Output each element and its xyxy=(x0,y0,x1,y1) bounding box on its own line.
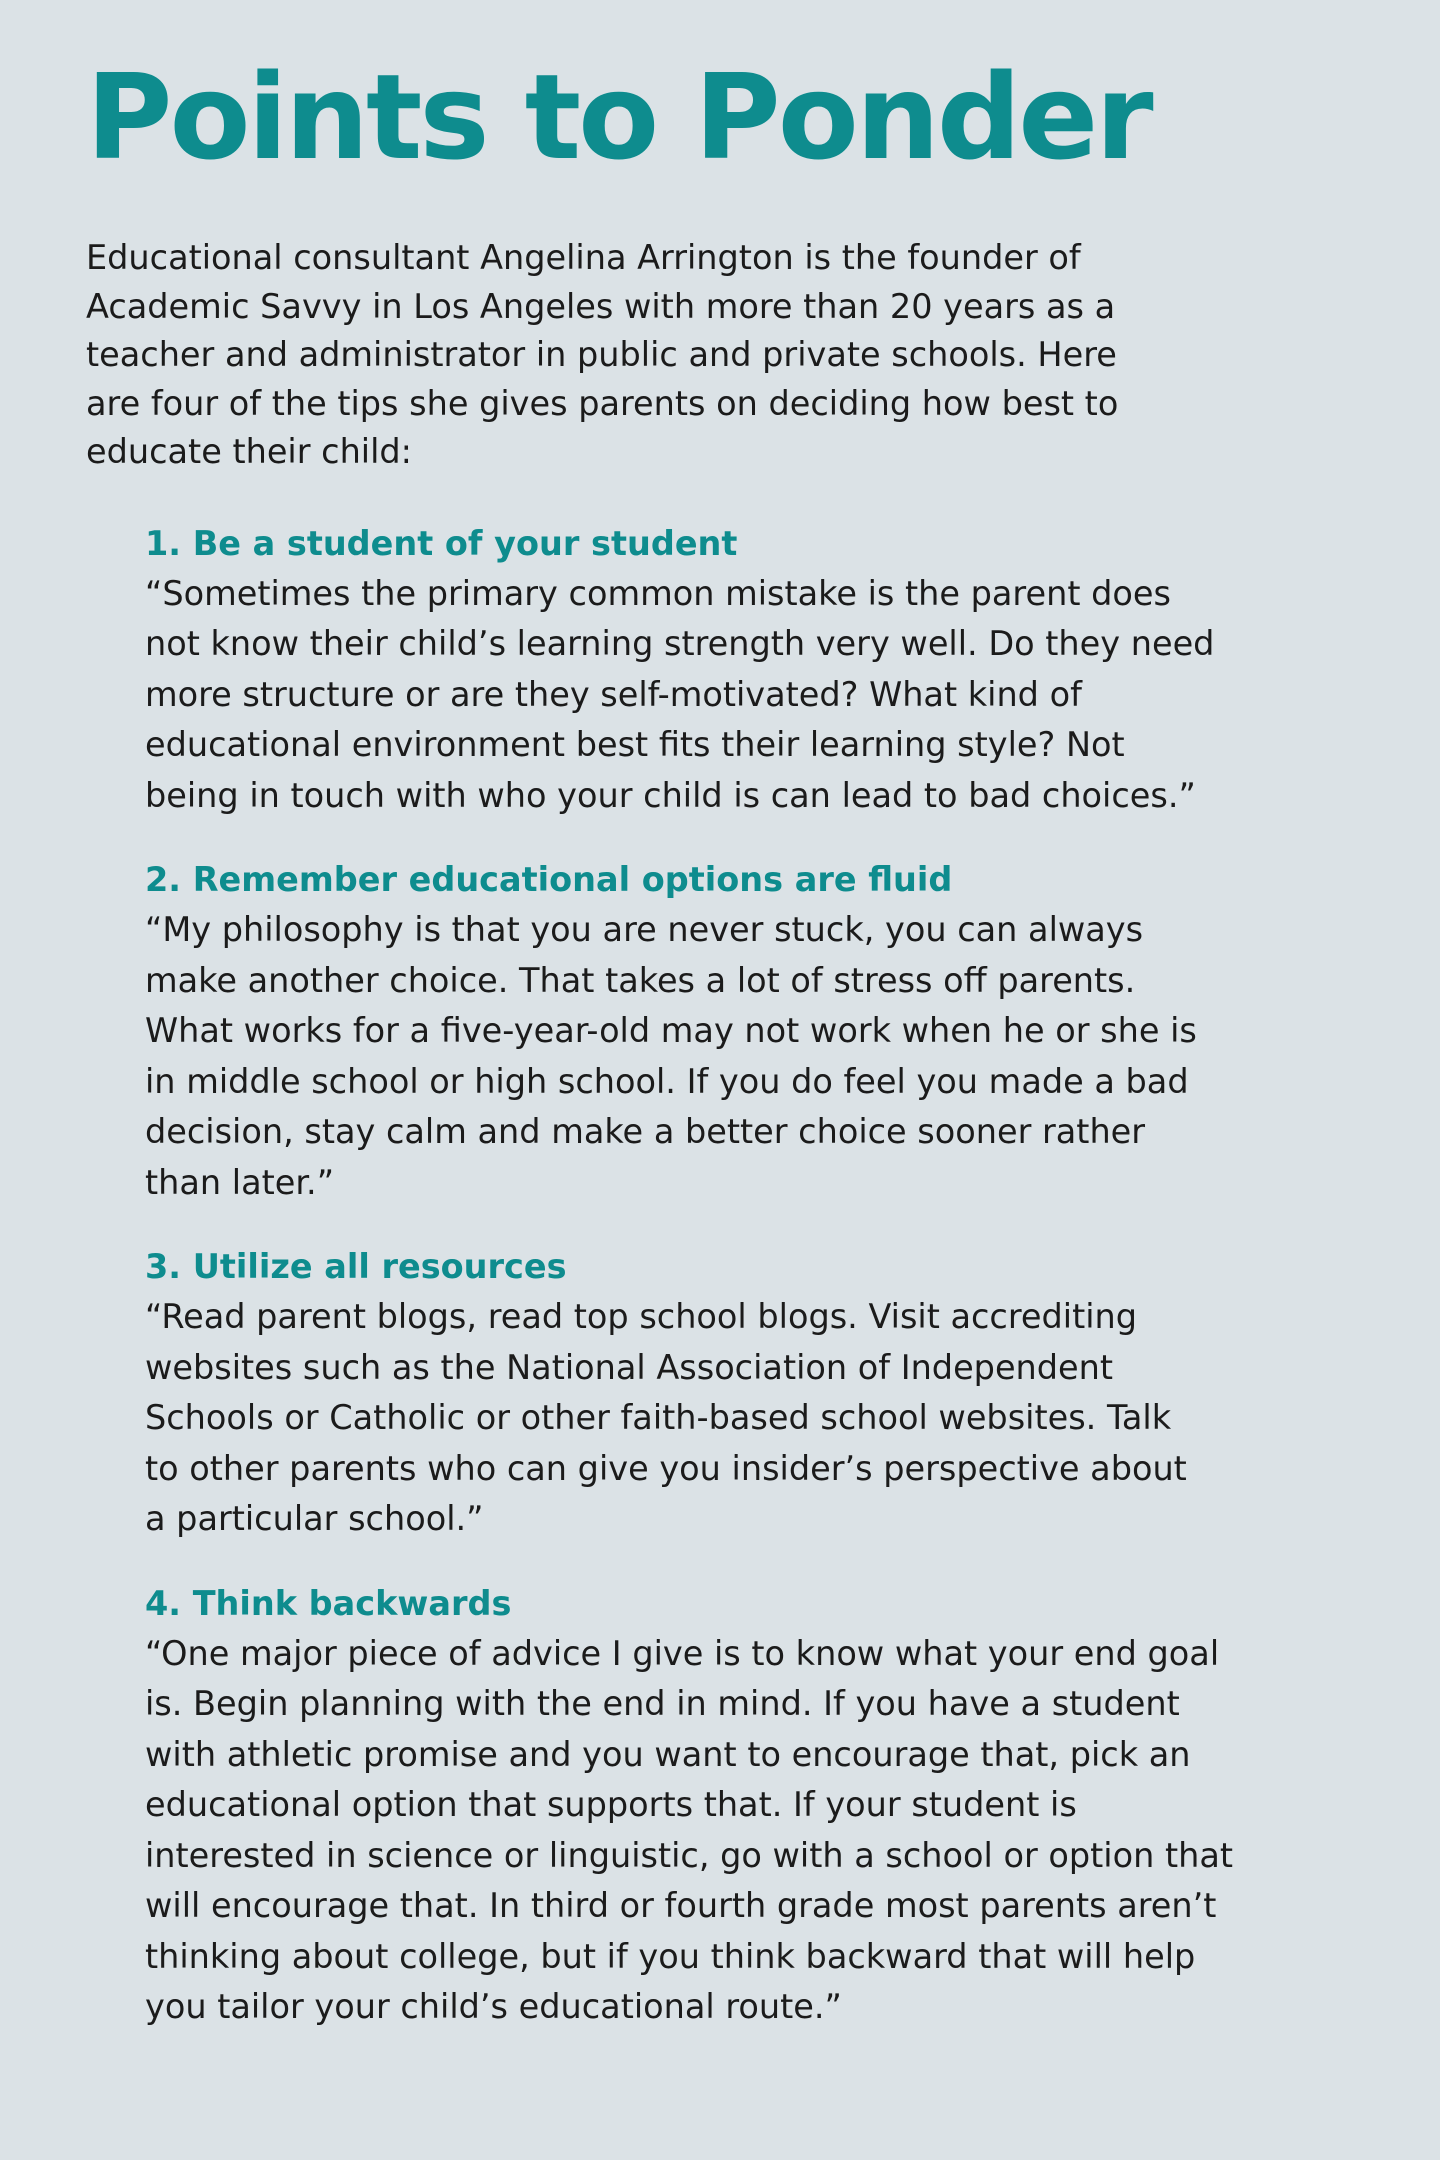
tip-line: educational environment best fits their learning style? Not xyxy=(145,725,1125,764)
tip-line: being in touch with who your child is can lead to bad choices.” xyxy=(145,775,1196,815)
tip-3 xyxy=(145,1242,1440,1545)
tip-line: decision, stay calm and make a better choice sooner rather xyxy=(145,1112,1146,1151)
tip-line: than later.” xyxy=(145,1162,335,1202)
tip-line: websites such as the National Association of Independent xyxy=(145,1347,1114,1387)
tip-line: a particular school.” xyxy=(145,1499,484,1538)
tip-quote xyxy=(145,905,1440,1208)
tip-line: Schools or Catholic or other faith-based school websites. Talk xyxy=(145,1398,1172,1437)
tip-line: “One major piece of advice I give is to know what your end goal xyxy=(145,1633,1220,1673)
tip-line: not know their child’s learning strength very well. Do they need xyxy=(145,624,1215,663)
page-title: Points to Ponder xyxy=(86,48,1151,186)
intro-line: are four of the tips she gives parents on deciding how best to xyxy=(86,383,1119,423)
tip-quote xyxy=(145,569,1440,822)
intro-paragraph xyxy=(86,234,1376,477)
tip-line: interested in science or linguistic, go with a school or option that xyxy=(145,1835,1233,1875)
tip-line: educational option that supports that. If your student is xyxy=(145,1785,1077,1824)
tip-heading: 2. Remember educational options are fluid xyxy=(145,860,953,899)
tip-line: make another choice. That takes a lot of stress off parents. xyxy=(145,960,1136,1000)
tip-line: What works for a five-year-old may not work when he or she is xyxy=(145,1011,1197,1050)
tip-heading: 1. Be a student of your student xyxy=(145,523,738,563)
tip-line: you tailor your child’s educational route.” xyxy=(145,1987,842,2026)
tip-line: “My philosophy is that you are never stuck, you can always xyxy=(145,910,1144,949)
tip-line: thinking about college, but if you think backward that will help xyxy=(145,1936,1196,1976)
tip-line: to other parents who can give you insider’s perspective about xyxy=(145,1448,1187,1488)
tip-quote xyxy=(145,1292,1440,1545)
tip-heading: 3. Utilize all resources xyxy=(145,1247,567,1286)
tip-quote xyxy=(145,1629,1440,2033)
tip-line: more structure or are they self-motivated? What kind of xyxy=(145,674,1082,714)
intro-line: Academic Savvy in Los Angeles with more than 20 years as a xyxy=(86,286,1116,326)
tip-4 xyxy=(145,1579,1440,2033)
intro-line: Educational consultant Angelina Arrington is the founder of xyxy=(86,238,1081,277)
intro-line: educate their child: xyxy=(86,432,412,471)
tip-line: will encourage that. In third or fourth grade most parents aren’t xyxy=(145,1886,1217,1925)
tip-heading: 4. Think backwards xyxy=(145,1583,512,1623)
tip-line: in middle school or high school. If you do feel you made a bad xyxy=(145,1061,1189,1101)
tip-line: “Read parent blogs, read top school blogs. Visit accrediting xyxy=(145,1297,1138,1336)
tip-line: “Sometimes the primary common mistake is the parent does xyxy=(145,573,1171,613)
intro-line: teacher and administrator in public and private schools. Here xyxy=(86,335,1117,374)
tip-2 xyxy=(145,855,1440,1208)
tip-line: is. Begin planning with the end in mind. If you have a student xyxy=(145,1684,1180,1723)
tip-1 xyxy=(145,519,1440,822)
tip-line: with athletic promise and you want to encourage that, pick an xyxy=(145,1734,1191,1774)
